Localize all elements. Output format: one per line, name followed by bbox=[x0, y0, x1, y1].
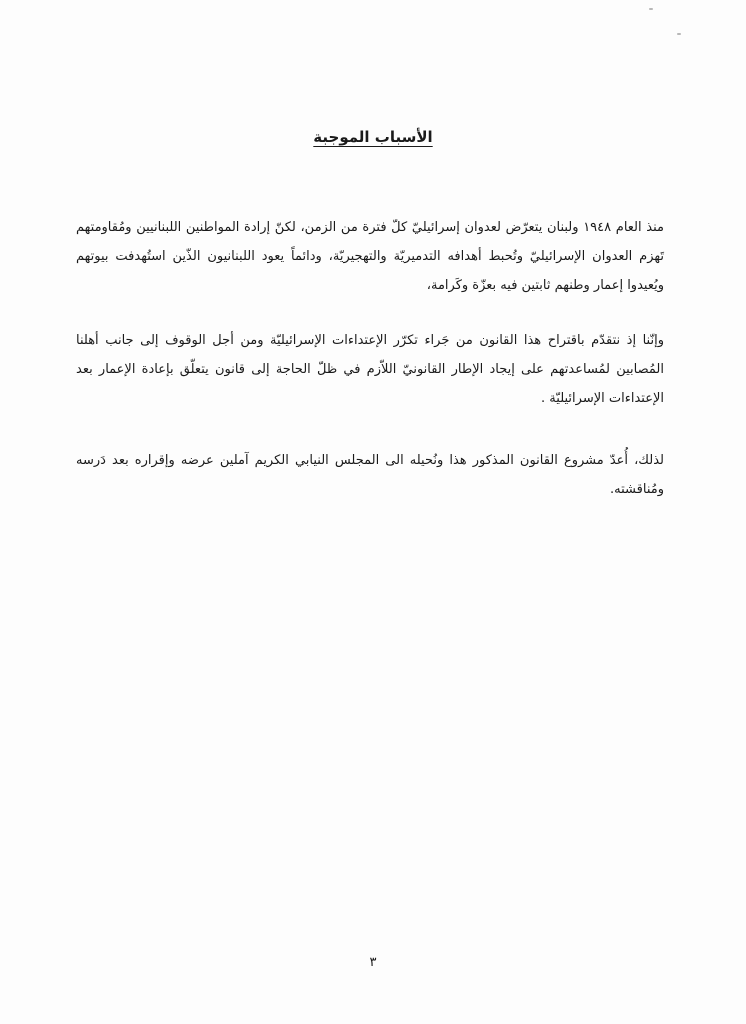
document-title-text: الأسباب الموجبة bbox=[313, 128, 433, 146]
page-number: ٣ bbox=[369, 955, 377, 970]
paragraph-2: وإنّنا إذ نتقدّم باقتراح هذا القانون من جَراء تكرّر الإعتداءات الإسرائيليّة ومن أجل الوقوف إلى جانب أهلنا المُصابين لمُساعدتهم على إيجاد الإطار القانونيّ اللاّزم في ظلّ الحاجة إلى قانون يتعلّق بإعادة الإعمار بعد الإعتداءات الإسرائيليّة . bbox=[76, 333, 664, 406]
document-title bbox=[0, 128, 746, 146]
scan-speck bbox=[677, 33, 681, 35]
paragraph-3: لذلك، أُعدّ مشروع القانون المذكور هذا ونُحيله الى المجلس النيابي الكريم آملين عرضه وإقراره بعد دَرسه ومُناقشته. bbox=[76, 453, 664, 497]
paragraph-1: منذ العام ١٩٤٨ ولبنان يتعرّض لعدوان إسرائيليّ كلّ فترة من الزمن، لكنّ إرادة المواطنين اللبنانيين ومُقاومتهم تَهزم العدوان الإسرائيليّ وتُحبط أهدافه التدميريّة والتهجيريّة، ودائماً يعود اللبنانيون الذّين استُهدفت بيوتهم ويُعيدوا إعمار وطنهم ثابتين فيه بعزّة وكَرامة، bbox=[76, 220, 664, 293]
scan-speck bbox=[649, 8, 653, 10]
